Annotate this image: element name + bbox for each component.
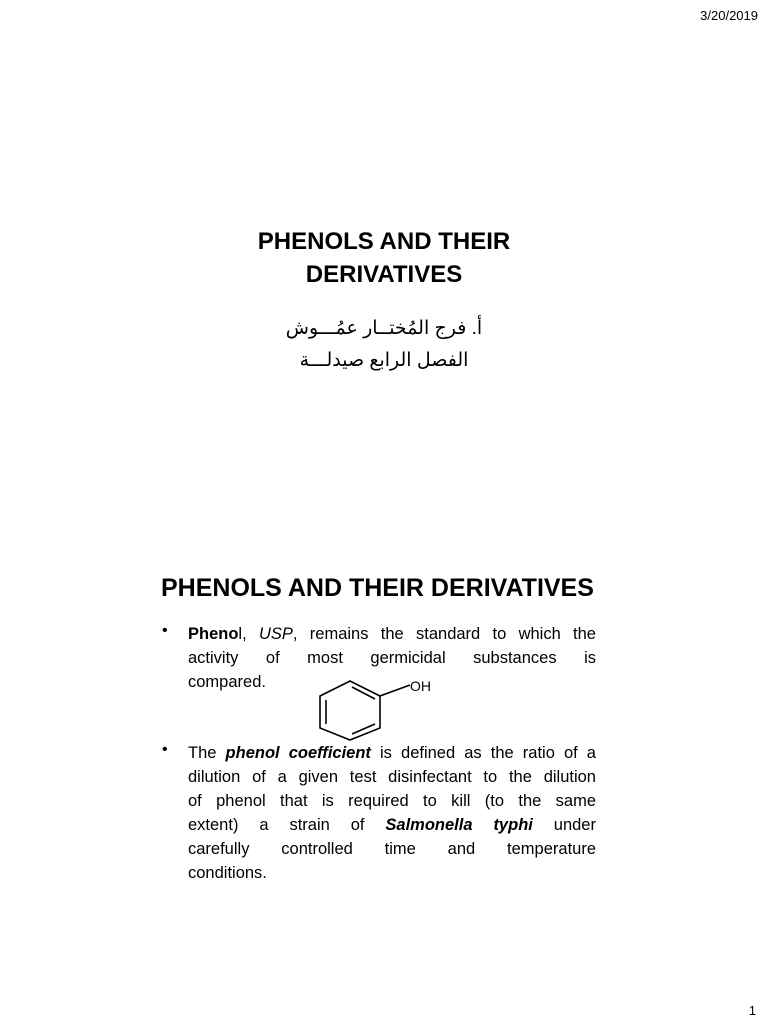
hydroxyl-label: OH bbox=[410, 678, 431, 694]
slide-title-line-2: DERIVATIVES bbox=[305, 261, 463, 288]
phenol-structure-diagram bbox=[312, 676, 442, 742]
bullet-marker: • bbox=[162, 741, 168, 758]
term-salmonella-typhi: Salmonella typhi bbox=[385, 816, 533, 834]
print-date: 3/20/2019 bbox=[700, 8, 758, 23]
bullet-phenol-usp: Phenol, USP, remains the standard to which the activity of most germicidal substances is compared. bbox=[188, 625, 596, 691]
oh-bond bbox=[380, 685, 410, 696]
slide-title-line-1: PHENOLS AND THEIR bbox=[257, 228, 511, 255]
page-number: 1 bbox=[748, 1003, 756, 1018]
term-usp: USP bbox=[258, 625, 293, 643]
bullet-marker: • bbox=[162, 622, 168, 639]
benzene-ring bbox=[320, 681, 380, 740]
term-phenol: Pheno bbox=[188, 625, 239, 643]
slide-title bbox=[184, 225, 584, 291]
title-slide bbox=[0, 0, 768, 500]
course-name: الفصل الرابع صيدلـــة bbox=[299, 350, 469, 371]
term-phenol-coefficient: phenol coefficient bbox=[225, 744, 371, 762]
content-slide-title: PHENOLS AND THEIR DERIVATIVES bbox=[161, 574, 594, 602]
bullet-phenol-coefficient: The phenol coefficient is defined as the ratio of a dilution of a given test disinfectant to the dilution of phenol that is required to kill (to the same extent) a strain of Salmonella typhi under carefully controlled time and temperature conditions. bbox=[188, 744, 596, 882]
author-name: أ. فرج المُختــار عمُـــوش bbox=[285, 318, 483, 339]
